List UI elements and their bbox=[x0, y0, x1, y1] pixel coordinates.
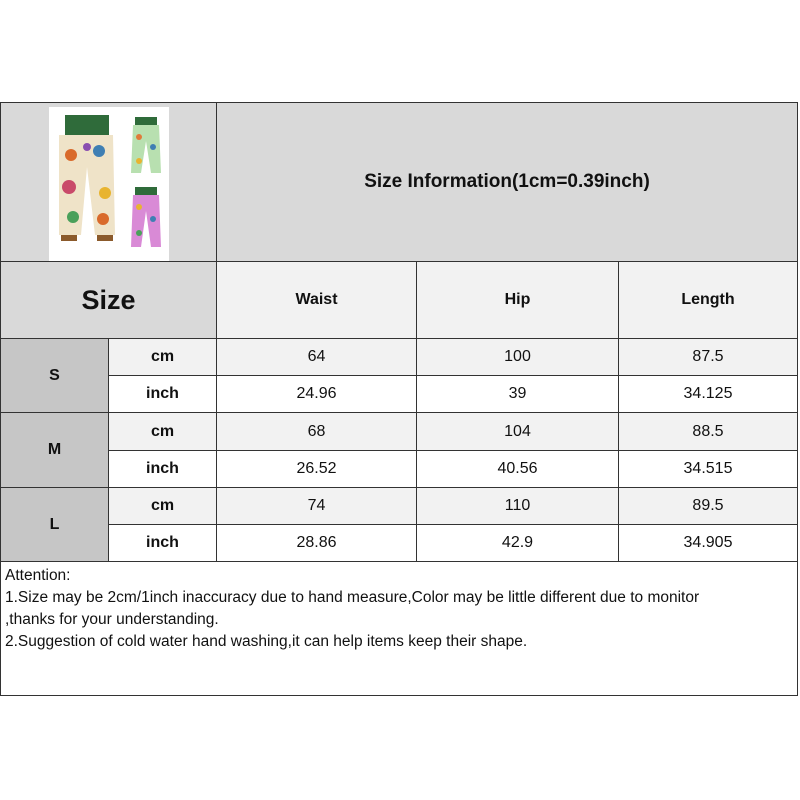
product-photo-cell bbox=[1, 103, 217, 262]
table-cell: 89.5 bbox=[619, 488, 797, 525]
table-cell: 104 bbox=[417, 413, 619, 451]
size-label-s: S bbox=[1, 339, 109, 413]
table-cell: 68 bbox=[217, 413, 417, 451]
unit-cm: cm bbox=[109, 339, 217, 376]
table-cell: 39 bbox=[417, 376, 619, 413]
column-header-length: Length bbox=[619, 262, 797, 339]
size-header: Size bbox=[1, 262, 217, 339]
table-cell: 26.52 bbox=[217, 451, 417, 488]
table-cell: 110 bbox=[417, 488, 619, 525]
unit-inch: inch bbox=[109, 525, 217, 562]
attention-line: ,thanks for your understanding. bbox=[5, 611, 219, 628]
size-label-l: L bbox=[1, 488, 109, 562]
pants-illustration bbox=[49, 107, 169, 261]
column-header-hip: Hip bbox=[417, 262, 619, 339]
attention-line: 1.Size may be 2cm/1inch inaccuracy due to hand measure,Color may be little different due to monitor bbox=[5, 589, 700, 606]
table-cell: 34.125 bbox=[619, 376, 797, 413]
unit-inch: inch bbox=[109, 376, 217, 413]
table-cell: 88.5 bbox=[619, 413, 797, 451]
unit-cm: cm bbox=[109, 488, 217, 525]
table-cell: 64 bbox=[217, 339, 417, 376]
size-chart bbox=[0, 102, 798, 696]
attention-heading: Attention: bbox=[5, 567, 71, 584]
unit-inch: inch bbox=[109, 451, 217, 488]
unit-cm: cm bbox=[109, 413, 217, 451]
table-cell: 28.86 bbox=[217, 525, 417, 562]
attention-line: 2.Suggestion of cold water hand washing,it can help items keep their shape. bbox=[5, 633, 528, 650]
chart-title: Size Information(1cm=0.39inch) bbox=[217, 103, 797, 262]
table-cell: 40.56 bbox=[417, 451, 619, 488]
size-label-m: M bbox=[1, 413, 109, 488]
attention-notes bbox=[1, 562, 797, 695]
table-cell: 42.9 bbox=[417, 525, 619, 562]
table-cell: 24.96 bbox=[217, 376, 417, 413]
table-cell: 100 bbox=[417, 339, 619, 376]
table-cell: 34.905 bbox=[619, 525, 797, 562]
column-header-waist: Waist bbox=[217, 262, 417, 339]
product-photo bbox=[49, 107, 169, 261]
table-cell: 74 bbox=[217, 488, 417, 525]
table-cell: 87.5 bbox=[619, 339, 797, 376]
table-cell: 34.515 bbox=[619, 451, 797, 488]
